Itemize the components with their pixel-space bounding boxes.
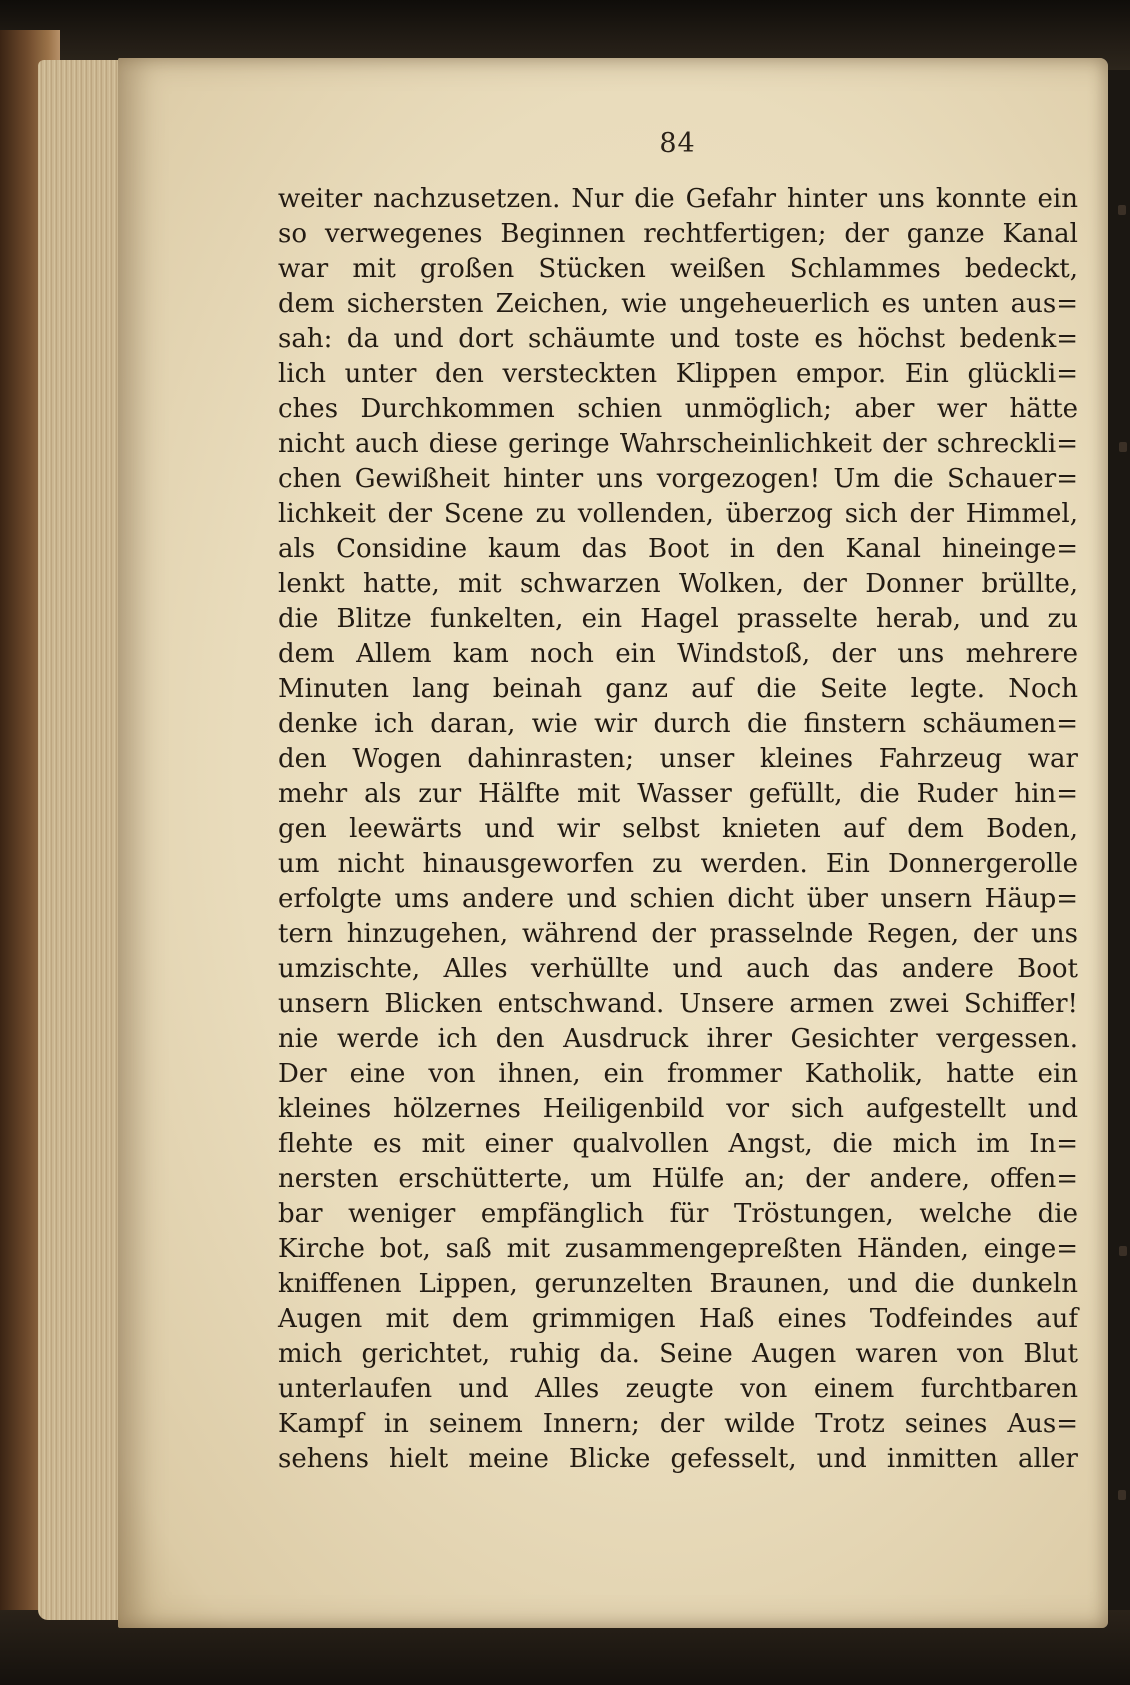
text-line: ches Durchkommen schien unmöglich; aber wer hätte [278, 394, 1078, 424]
text-line: bar weniger empfänglich für Tröstungen, welche die [278, 1199, 1078, 1229]
text-line: Kampf in seinem Innern; der wilde Trotz seines Aus= [278, 1409, 1078, 1439]
text-line: unterlaufen und Alles zeugte von einem furchtbaren [278, 1374, 1078, 1404]
text-line: nicht auch diese geringe Wahrscheinlichkeit der schreckli= [278, 429, 1078, 459]
margin-speck [1118, 1490, 1126, 1500]
text-line: lichkeit der Scene zu vollenden, überzog sich der Himmel, [278, 499, 1078, 529]
text-line: Kirche bot, saß mit zusammengepreßten Händen, einge= [278, 1234, 1078, 1264]
text-line: weiter nachzusetzen. Nur die Gefahr hinter uns konnte ein [278, 184, 1078, 214]
text-line: nersten erschütterte, um Hülfe an; der andere, offen= [278, 1164, 1078, 1194]
text-line: Der eine von ihnen, ein frommer Katholik, hatte ein [278, 1059, 1078, 1089]
text-line: als Considine kaum das Boot in den Kanal hineinge= [278, 534, 1078, 564]
text-line: kniffenen Lippen, gerunzelten Braunen, und die dunkeln [278, 1269, 1078, 1299]
text-line: Minuten lang beinah ganz auf die Seite legte. Noch [278, 674, 1078, 704]
text-line: dem Allem kam noch ein Windstoß, der uns mehrere [278, 639, 1078, 669]
body-text [278, 182, 1078, 1477]
text-line: so verwegenes Beginnen rechtfertigen; der ganze Kanal [278, 219, 1078, 249]
text-line: sehens hielt meine Blicke gefesselt, und inmitten aller [278, 1444, 1078, 1474]
text-line: chen Gewißheit hinter uns vorgezogen! Um die Schauer= [278, 464, 1078, 494]
text-line: sah: da und dort schäumte und toste es höchst bedenk= [278, 324, 1078, 354]
margin-speck [1119, 442, 1127, 452]
text-line: den Wogen dahinrasten; unser kleines Fahrzeug war [278, 744, 1078, 774]
margin-speck [1119, 1246, 1127, 1256]
text-line: flehte es mit einer qualvollen Angst, die mich im In= [278, 1129, 1078, 1159]
text-line: mehr als zur Hälfte mit Wasser gefüllt, die Ruder hin= [278, 779, 1078, 809]
text-line: Augen mit dem grimmigen Haß eines Todfeindes auf [278, 1304, 1078, 1334]
text-line: war mit großen Stücken weißen Schlammes bedeckt, [278, 254, 1078, 284]
text-line: erfolgte ums andere und schien dicht über unsern Häup= [278, 884, 1078, 914]
text-line: umzischte, Alles verhüllte und auch das andere Boot [278, 954, 1078, 984]
text-line: lenkt hatte, mit schwarzen Wolken, der Donner brüllte, [278, 569, 1078, 599]
text-line: dem sichersten Zeichen, wie ungeheuerlich es unten aus= [278, 289, 1078, 319]
text-line: nie werde ich den Ausdruck ihrer Gesichter vergessen. [278, 1024, 1078, 1054]
text-line: kleines hölzernes Heiligenbild vor sich aufgestellt und [278, 1094, 1078, 1124]
text-line: tern hinzugehen, während der prasselnde Regen, der uns [278, 919, 1078, 949]
margin-speck [1118, 205, 1126, 215]
page-edges [38, 60, 128, 1620]
page-number: 84 [659, 128, 696, 159]
text-line: um nicht hinausgeworfen zu werden. Ein Donnergerolle [278, 849, 1078, 879]
text-line: lich unter den versteckten Klippen empor. Ein glückli= [278, 359, 1078, 389]
text-line: die Blitze funkelten, ein Hagel prasselte herab, und zu [278, 604, 1078, 634]
text-line: denke ich daran, wie wir durch die finstern schäumen= [278, 709, 1078, 739]
text-line: unsern Blicken entschwand. Unsere armen zwei Schiffer! [278, 989, 1078, 1019]
text-line: mich gerichtet, ruhig da. Seine Augen waren von Blut [278, 1339, 1078, 1369]
text-line: gen leewärts und wir selbst knieten auf dem Boden, [278, 814, 1078, 844]
